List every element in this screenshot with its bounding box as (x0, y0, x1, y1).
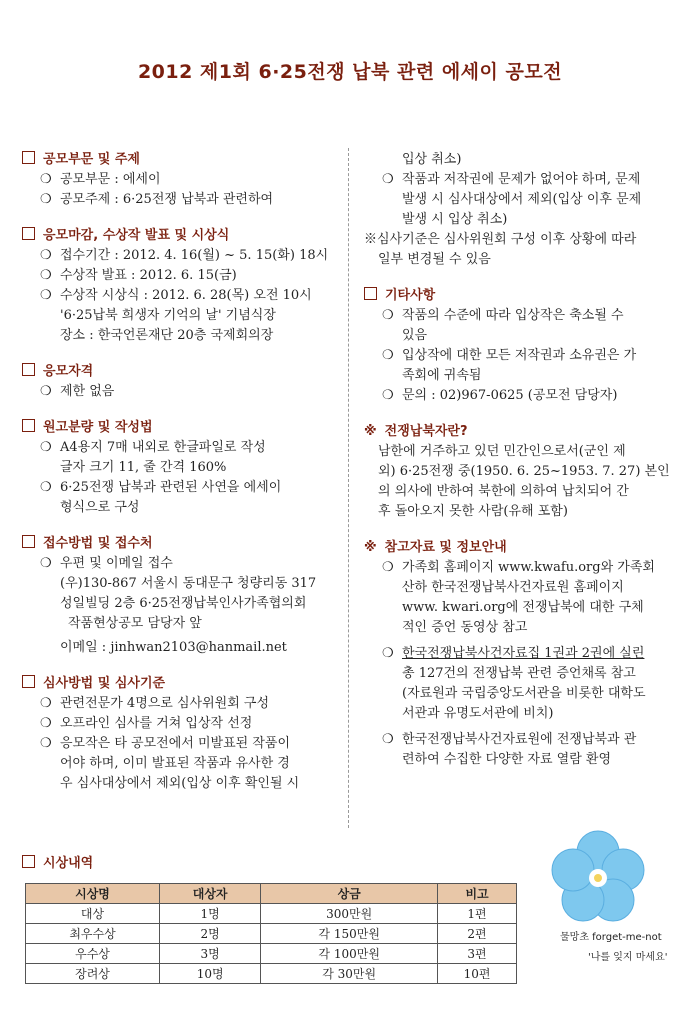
reference-mark-icon: ※ (364, 424, 377, 439)
item-continuation: 장소 : 한국언론재단 20층 국제회의장 (60, 328, 274, 343)
flower-caption-title: 물망초 forget-me-not (560, 932, 662, 943)
paragraph-line: 남한에 거주하고 있던 민간인으로서(군인 제 (378, 444, 626, 459)
section-heading: 전쟁납북자란? (384, 424, 468, 439)
table-cell: 장려상 (26, 964, 160, 984)
reference-mark-icon: ※ (364, 540, 377, 555)
section-manuscript (22, 418, 342, 518)
table-cell: 3편 (438, 944, 517, 964)
checkbox-icon (22, 227, 35, 240)
section-submission (22, 534, 342, 658)
item-continuation: 족회에 귀속됨 (402, 368, 482, 383)
column-header: 시상명 (26, 884, 160, 904)
item-text: 제한 없음 (60, 384, 115, 399)
table-cell: 10편 (438, 964, 517, 984)
item-continuation: 글자 크기 11, 줄 간격 160% (60, 460, 227, 475)
forget-me-not-flower-icon (548, 828, 648, 928)
flower-caption-subtitle: '나를 잊지 마세요' (588, 952, 668, 963)
item-text: A4용지 7매 내외로 한글파일로 작성 (60, 440, 266, 455)
table-cell: 2편 (438, 924, 517, 944)
section-other (364, 286, 684, 406)
circle-bullet-icon: ❍ (382, 388, 394, 403)
checkbox-icon (22, 535, 35, 548)
checkbox-icon (22, 675, 35, 688)
circle-bullet-icon: ❍ (40, 480, 52, 495)
circle-bullet-icon: ❍ (40, 172, 52, 187)
table-header-row (26, 884, 517, 904)
column-header: 대상자 (160, 884, 261, 904)
item-continuation: www. kwari.org에 전쟁납북에 대한 구체 (402, 600, 644, 615)
section-heading: 공모부문 및 주제 (43, 152, 140, 167)
table-cell: 300만원 (261, 904, 438, 924)
circle-bullet-icon: ❍ (382, 308, 394, 323)
circle-bullet-icon: ❍ (382, 172, 394, 187)
section-judging (22, 674, 342, 794)
checkbox-icon (22, 363, 35, 376)
table-cell: 3명 (160, 944, 261, 964)
circle-bullet-icon: ❍ (40, 696, 52, 711)
table-cell: 1편 (438, 904, 517, 924)
item-text: 한국전쟁납북사건자료원에 전쟁납북과 관 (402, 732, 637, 747)
table-cell: 각 30만원 (261, 964, 438, 984)
item-text: 수상작 발표 : 2012. 6. 15(금) (60, 268, 237, 283)
circle-bullet-icon: ❍ (382, 732, 394, 747)
circle-bullet-icon: ❍ (382, 348, 394, 363)
section-references (364, 538, 684, 770)
section-heading: 심사방법 및 심사기준 (43, 676, 166, 691)
column-header: 상금 (261, 884, 438, 904)
circle-bullet-icon: ❍ (40, 716, 52, 731)
table-cell: 각 150만원 (261, 924, 438, 944)
section-eligibility (22, 362, 342, 402)
email-address: 이메일 : jinhwan2103@hanmail.net (60, 640, 287, 655)
checkbox-icon (22, 151, 35, 164)
circle-bullet-icon: ❍ (40, 268, 52, 283)
note-text: ※심사기준은 심사위원회 구성 이후 상황에 따라 (364, 232, 637, 247)
section-abductee-definition (364, 422, 684, 522)
item-text: 응모작은 타 공모전에서 미발표된 작품이 (60, 736, 291, 751)
item-text: 가족회 홈페이지 www.kwafu.org와 가족회 (402, 560, 655, 575)
item-continuation: 형식으로 구성 (60, 500, 140, 515)
item-text: 한국전쟁납북사건자료집 1권과 2권에 실린 (402, 646, 645, 661)
item-text: 6·25전쟁 납북과 관련된 사연을 에세이 (60, 480, 282, 495)
table-cell: 최우수상 (26, 924, 160, 944)
awards-table (25, 883, 517, 984)
note-text: 일부 변경될 수 있음 (378, 252, 491, 267)
item-continuation: (자료원과 국립중앙도서관을 비롯한 대학도 (402, 686, 646, 701)
section-heading: 참고자료 및 정보안내 (384, 540, 507, 555)
page-title: 2012 제1회 6·25전쟁 납북 관련 에세이 공모전 (137, 61, 563, 83)
table-row (26, 904, 517, 924)
column-divider (348, 148, 349, 828)
circle-bullet-icon: ❍ (40, 736, 52, 751)
item-continuation: 적인 증언 동영상 참고 (402, 620, 528, 635)
item-text: 입상작에 대한 모든 저작권과 소유권은 가 (402, 348, 637, 363)
item-text: 우편 및 이메일 접수 (60, 556, 173, 571)
flower-caption (560, 928, 700, 968)
table-cell: 2명 (160, 924, 261, 944)
section-judging-continued (364, 150, 684, 270)
item-text: 관련전문가 4명으로 심사위원회 구성 (60, 696, 270, 711)
section-heading: 접수방법 및 접수처 (43, 536, 153, 551)
table-row (26, 924, 517, 944)
item-continuation: 련하여 수집한 다양한 자료 열람 환영 (402, 752, 612, 767)
left-column (22, 150, 342, 810)
circle-bullet-icon: ❍ (40, 192, 52, 207)
section-heading: 원고분량 및 작성법 (43, 420, 153, 435)
item-continuation: 우 심사대상에서 제외(입상 이후 확인될 시 (60, 776, 300, 791)
right-column (364, 150, 684, 786)
item-continuation: 작품현상공모 담당자 앞 (68, 616, 202, 631)
table-row (26, 944, 517, 964)
checkbox-icon (22, 855, 35, 868)
section-heading: 기타사항 (385, 288, 436, 303)
item-text: 오프라인 심사를 거쳐 입상작 선정 (60, 716, 253, 731)
section-deadline (22, 226, 342, 346)
item-continuation: 성일빌딩 2층 6·25전쟁납북인사가족협의회 (60, 596, 307, 611)
circle-bullet-icon: ❍ (40, 556, 52, 571)
item-continuation: 어야 하며, 이미 발표된 작품과 유사한 경 (60, 756, 290, 771)
item-text: 접수기간 : 2012. 4. 16(월) ~ 5. 15(화) 18시 (60, 248, 329, 263)
section-category (22, 150, 342, 210)
item-continuation: '6·25납북 희생자 기억의 날' 기념식장 (60, 308, 276, 323)
circle-bullet-icon: ❍ (40, 288, 52, 303)
item-text: 공모주제 : 6·25전쟁 납북과 관련하여 (60, 192, 274, 207)
table-cell: 1명 (160, 904, 261, 924)
circle-bullet-icon: ❍ (40, 248, 52, 263)
item-text: 작품의 수준에 따라 입상작은 축소될 수 (402, 308, 624, 323)
item-continuation: 있음 (402, 328, 428, 343)
checkbox-icon (22, 419, 35, 432)
paragraph-line: 후 돌아오지 못한 사람(유해 포함) (378, 504, 568, 519)
item-continuation: 입상 취소) (402, 152, 462, 167)
table-row (26, 964, 517, 984)
table-cell: 10명 (160, 964, 261, 984)
item-continuation: 서관과 유명도서관에 비치) (402, 706, 554, 721)
item-text: 문의 : 02)967-0625 (공모전 담당자) (402, 388, 618, 403)
table-cell: 각 100만원 (261, 944, 438, 964)
paragraph-line: 외) 6·25전쟁 중(1950. 6. 25~1953. 7. 27) 본인 (378, 464, 670, 479)
item-continuation: 총 127건의 전쟁납북 관련 증언채록 참고 (402, 666, 636, 681)
circle-bullet-icon: ❍ (40, 440, 52, 455)
item-text: 작품과 저작권에 문제가 없어야 하며, 문제 (402, 172, 641, 187)
circle-bullet-icon: ❍ (382, 560, 394, 575)
section-heading: 응모마감, 수상작 발표 및 시상식 (43, 228, 230, 243)
circle-bullet-icon: ❍ (382, 646, 394, 661)
item-text: 공모부문 : 에세이 (60, 172, 161, 187)
column-header: 비고 (438, 884, 517, 904)
item-continuation: 산하 한국전쟁납북사건자료원 홈페이지 (402, 580, 624, 595)
item-continuation: 발생 시 입상 취소) (402, 212, 508, 227)
checkbox-icon (364, 287, 377, 300)
table-cell: 대상 (26, 904, 160, 924)
section-heading: 시상내역 (43, 856, 94, 871)
item-text: 수상작 시상식 : 2012. 6. 28(목) 오전 10시 (60, 288, 312, 303)
table-cell: 우수상 (26, 944, 160, 964)
item-continuation: (우)130-867 서울시 동대문구 청량리동 317 (60, 576, 317, 591)
item-continuation: 발생 시 심사대상에서 제외(입상 이후 문제 (402, 192, 642, 207)
section-heading: 응모자격 (43, 364, 94, 379)
awards-heading (22, 852, 93, 871)
circle-bullet-icon: ❍ (40, 384, 52, 399)
paragraph-line: 의 의사에 반하여 북한에 의하여 납치되어 간 (378, 484, 629, 499)
